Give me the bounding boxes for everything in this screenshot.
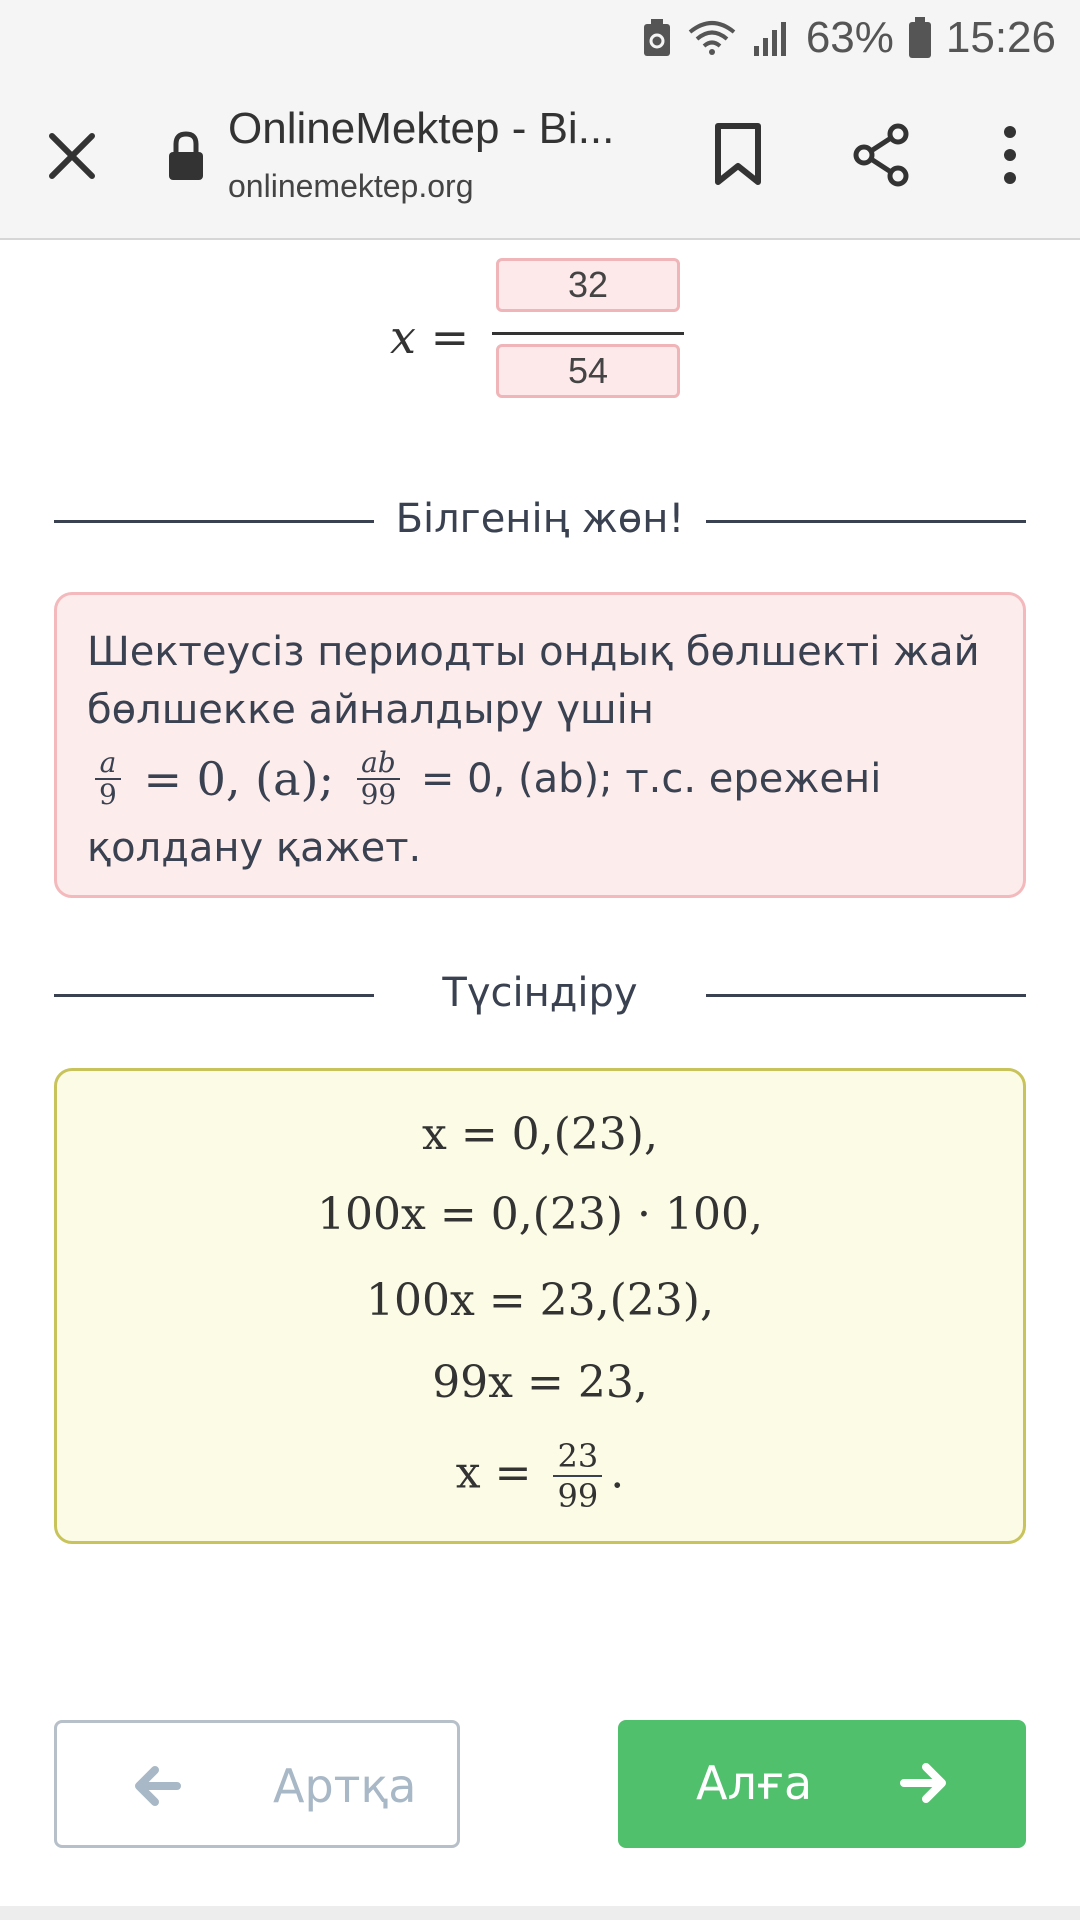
recycle-battery-icon bbox=[642, 18, 672, 58]
equation-line: 99x = 23, bbox=[432, 1357, 648, 1408]
equation-line: x = 0,(23), bbox=[422, 1109, 658, 1160]
rule-section-heading: Білгенің жөн! bbox=[395, 496, 685, 542]
back-button[interactable] bbox=[54, 1720, 460, 1848]
clock: 15:26 bbox=[945, 13, 1056, 62]
fraction-a-over-9: $\frac{a}{9}$ bbox=[95, 748, 121, 810]
rule-section-divider bbox=[54, 492, 1026, 552]
url-text[interactable]: onlinemektep.org bbox=[228, 168, 474, 204]
answer-lhs: x = bbox=[390, 310, 470, 364]
equation-final: x = $\frac{23}{99}$ . bbox=[455, 1437, 625, 1515]
answer-fraction bbox=[0, 250, 1080, 410]
explanation-section-heading: Түсіндіру bbox=[442, 970, 638, 1016]
rule-box bbox=[54, 592, 1026, 898]
battery-percent: 63% bbox=[805, 13, 894, 62]
share-icon[interactable] bbox=[852, 122, 912, 188]
back-button-label: Артқа bbox=[273, 1759, 417, 1813]
close-icon[interactable] bbox=[44, 128, 100, 184]
explanation-section-divider bbox=[54, 966, 1026, 1026]
rule-formula-part1: = 0, (a); bbox=[128, 752, 349, 806]
arrow-left-icon bbox=[131, 1761, 181, 1811]
page-title[interactable]: OnlineMektep - Bi... bbox=[228, 104, 615, 153]
bookmark-icon[interactable] bbox=[712, 122, 764, 188]
rule-text: Шектеусіз периодты ондық бөлшекті жай бөлшекке айналдыру үшін bbox=[87, 629, 980, 733]
status-icons bbox=[642, 14, 1056, 62]
equation-line: 100x = 23,(23), bbox=[366, 1275, 714, 1326]
fraction-23-over-99: $\frac{23}{99}$ bbox=[553, 1437, 602, 1515]
rule-formula bbox=[87, 739, 993, 819]
rule-formula-part2: = 0, (ab); т.с. ережені bbox=[408, 756, 882, 802]
divider-line bbox=[706, 994, 1026, 997]
wifi-icon bbox=[686, 18, 738, 58]
signal-icon bbox=[752, 18, 792, 58]
divider-line bbox=[706, 520, 1026, 523]
status-bar bbox=[0, 0, 1080, 76]
browser-toolbar bbox=[0, 76, 1080, 240]
bottom-edge bbox=[0, 1906, 1080, 1920]
rule-text-end: қолдану қажет. bbox=[87, 825, 422, 871]
more-vert-icon[interactable] bbox=[990, 124, 1030, 186]
lock-icon bbox=[166, 130, 206, 182]
next-button-label: Алға bbox=[696, 1756, 813, 1810]
explanation-box bbox=[54, 1068, 1026, 1544]
battery-icon bbox=[908, 17, 932, 59]
fraction-bar bbox=[492, 332, 684, 335]
numerator-answer-field[interactable]: 32 bbox=[496, 258, 680, 312]
denominator-answer-field[interactable]: 54 bbox=[496, 344, 680, 398]
fraction-ab-over-99: $\frac{ab}{99}$ bbox=[357, 748, 401, 810]
next-button[interactable] bbox=[618, 1720, 1026, 1848]
arrow-right-icon bbox=[900, 1758, 950, 1808]
equation-line: 100x = 0,(23) · 100, bbox=[317, 1189, 763, 1240]
